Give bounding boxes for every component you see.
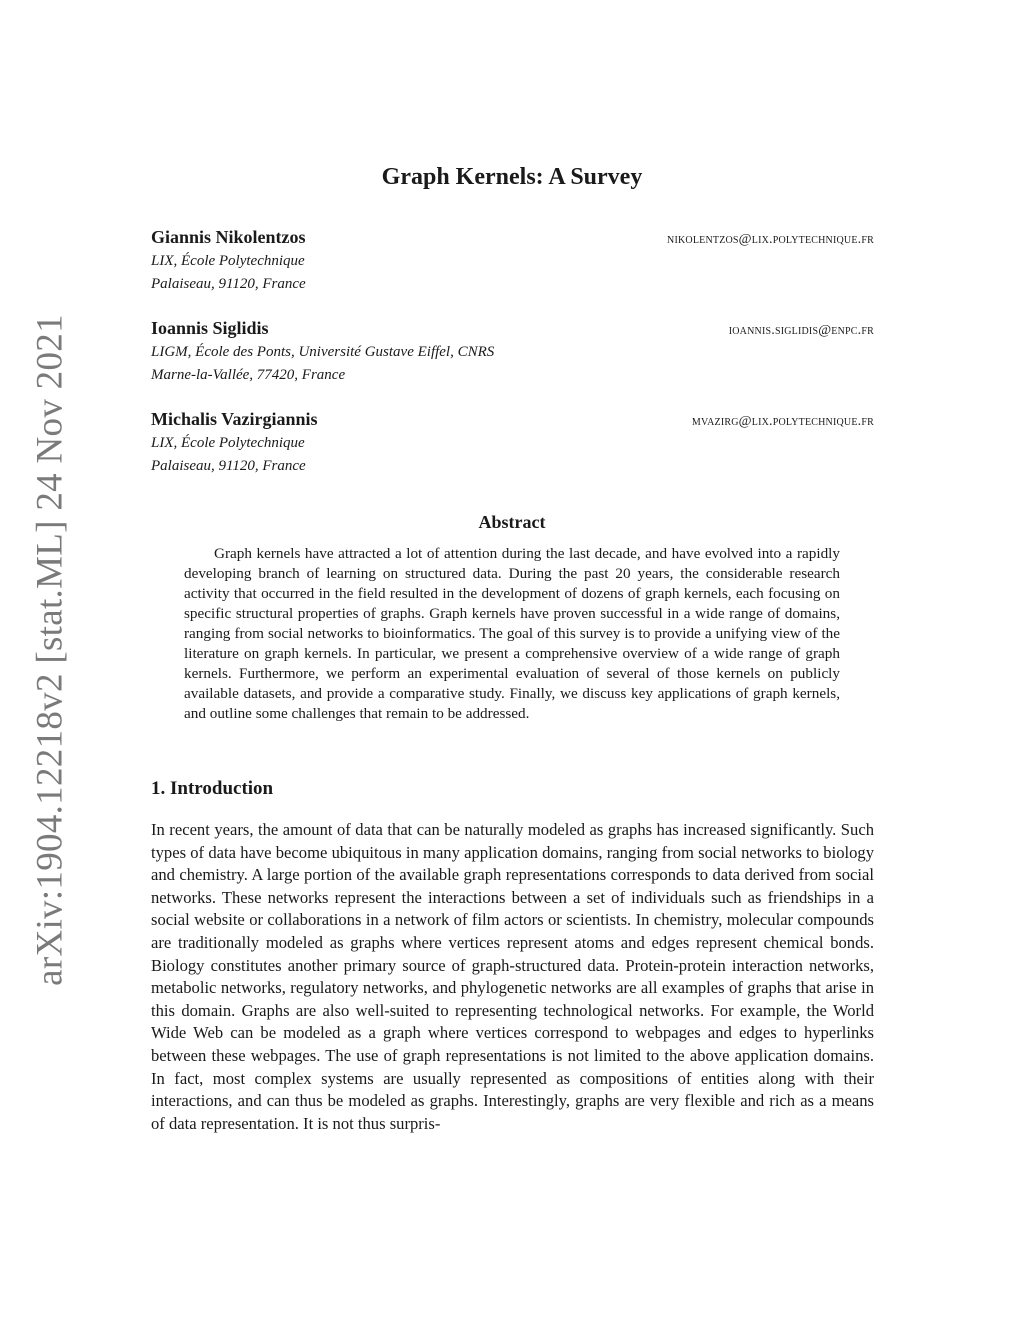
author-row xyxy=(151,227,874,250)
author-address: Palaiseau, 91120, France xyxy=(151,458,306,474)
author-affiliation: LIGM, École des Ponts, Université Gustave Eiffel, CNRS xyxy=(151,344,495,360)
author-affiliation: LIX, École Polytechnique xyxy=(151,435,305,451)
author-name: Ioannis Siglidis xyxy=(151,318,269,338)
paper-title: Graph Kernels: A Survey xyxy=(381,164,643,190)
author-row xyxy=(151,318,874,341)
arxiv-identifier-stamp: arXiv:1904.12218v2 [stat.ML] 24 Nov 2021 xyxy=(29,314,71,986)
author-affiliation: LIX, École Polytechnique xyxy=(151,253,305,269)
author-name: Giannis Nikolentzos xyxy=(151,227,306,247)
author-email: nikolentzos@lix.polytechnique.fr xyxy=(667,232,874,247)
introduction-paragraph: In recent years, the amount of data that can be naturally modeled as graphs has increased significantly. Such types of data have become ubiquitous in many application domains, ranging from social networks to biology and chemistry. A large portion of the available graph representations corresponds to data derived from social networks. These networks represent the interactions between a set of individuals such as friendships in a social website or collaborations in a network of film actors or scientists. In chemistry, molecular compounds are traditionally modeled as graphs where vertices represent atoms and edges represent chemical bonds. Biology constitutes another primary source of graph-structured data. Protein-protein interaction networks, metabolic networks, regulatory networks, and phylogenetic networks are all examples of graphs that arise in this domain. Graphs are also well-suited to representing technological networks. For example, the World Wide Web can be modeled as a graph where vertices correspond to webpages and edges to hyperlinks between these webpages. The use of graph representations is not limited to the above application domains. In fact, most complex systems are usually represented as compositions of entities along with their interactions, and can thus be modeled as graphs. Interestingly, graphs are very flexible and rich as a means of data representation. It is not thus surpris- xyxy=(151,820,874,1133)
author-name: Michalis Vazirgiannis xyxy=(151,409,318,429)
author-address: Palaiseau, 91120, France xyxy=(151,276,306,292)
abstract-heading: Abstract xyxy=(478,512,546,532)
author-address: Marne-la-Vallée, 77420, France xyxy=(151,367,346,383)
author-row xyxy=(151,409,874,432)
abstract-text: Graph kernels have attracted a lot of attention during the last decade, and have evolved into a rapidly developing branch of learning on structured data. During the past 20 years, the considerable research activity that occurred in the field resulted in the development of dozens of graph kernels, each focusing on specific structural properties of graphs. Graph kernels have proven successful in a wide range of domains, ranging from social networks to bioinformatics. The goal of this survey is to provide a unifying view of the literature on graph kernels. In particular, we present a comprehensive overview of a wide range of graph kernels. Furthermore, we perform an experimental evaluation of several of those kernels on publicly available datasets, and provide a comparative study. Finally, we discuss key applications of graph kernels, and outline some challenges that remain to be addressed. xyxy=(184,545,840,722)
author-block-2 xyxy=(151,318,874,387)
author-email: ioannis.siglidis@enpc.fr xyxy=(728,323,874,338)
author-email: mvazirg@lix.polytechnique.fr xyxy=(691,414,874,429)
author-block-1 xyxy=(151,227,874,296)
author-block-3 xyxy=(151,409,874,478)
section-heading-introduction: 1. Introduction xyxy=(151,778,274,799)
